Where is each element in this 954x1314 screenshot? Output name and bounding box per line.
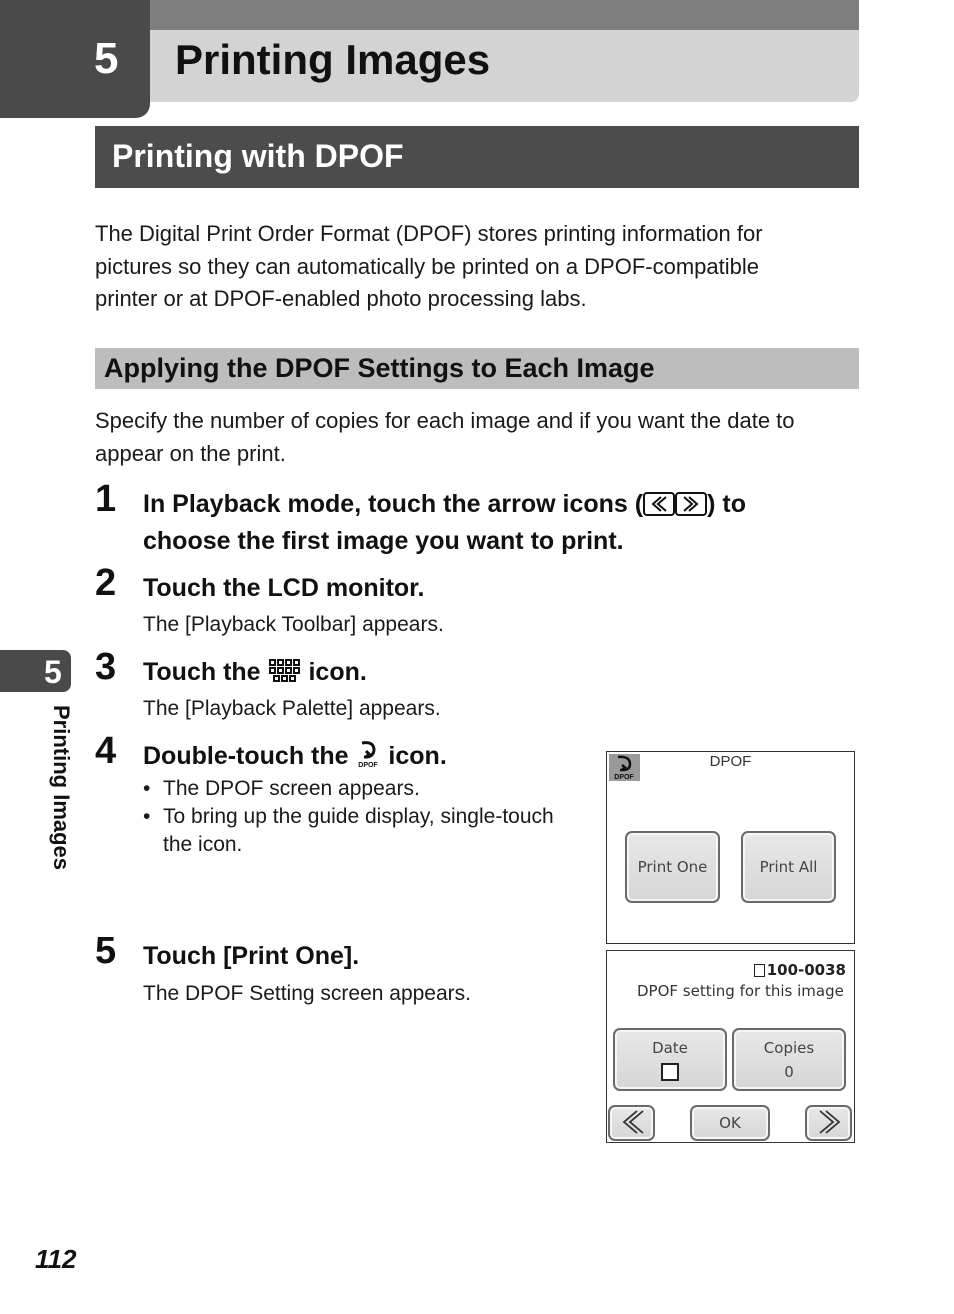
svg-text:DPOF: DPOF <box>358 762 379 768</box>
chevron-left-icon <box>612 1107 652 1137</box>
svg-text:DPOF: DPOF <box>614 774 634 781</box>
step-title-5: Touch [Print One]. <box>143 942 360 970</box>
step-title-1: In Playback mode, touch the arrow icons ( ) to choose the first image you want to print. <box>143 490 746 555</box>
bullet-item: • To bring up the guide display, single-touch the icon. <box>143 805 554 856</box>
arrow-left-icon <box>643 492 675 525</box>
step-number-2: 2 <box>95 562 117 604</box>
chevron-right-icon <box>809 1107 849 1137</box>
subsection-title: Applying the DPOF Settings to Each Image <box>104 353 655 383</box>
chapter-title: Printing Images <box>175 36 491 83</box>
step-desc-5: The DPOF Setting screen appears. <box>143 982 471 1005</box>
copies-button[interactable] <box>732 1028 846 1091</box>
side-tab-number: 5 <box>44 654 62 690</box>
side-tab-label: Printing Images <box>49 705 74 871</box>
bullet-item: • The DPOF screen appears. <box>143 777 420 800</box>
step-number-3: 3 <box>95 646 117 688</box>
sub-intro-line: Specify the number of copies for each image and if you want the date to <box>95 408 795 433</box>
prev-arrow-button[interactable] <box>608 1105 655 1141</box>
step-number-1: 1 <box>95 478 117 520</box>
step-title-3: Touch the icon. <box>143 656 843 693</box>
date-label: Date <box>652 1039 688 1057</box>
date-button[interactable] <box>613 1028 727 1091</box>
next-arrow-button[interactable] <box>805 1105 852 1141</box>
sub-intro-line: appear on the print. <box>95 440 286 466</box>
page-number: 112 <box>35 1244 77 1274</box>
file-number: 100-0038 <box>754 961 846 979</box>
print-one-button[interactable]: Print One <box>625 831 720 903</box>
chapter-band-top <box>150 0 859 30</box>
intro-line: printer or at DPOF-enabled photo processing labs. <box>95 286 587 311</box>
step-title-2: Touch the LCD monitor. <box>143 574 425 602</box>
step-number-5: 5 <box>95 930 117 972</box>
date-checkbox[interactable] <box>661 1063 679 1081</box>
copies-value: 0 <box>784 1063 794 1081</box>
intro-line: pictures so they can automatically be printed on a DPOF-compatible <box>95 253 759 279</box>
arrow-right-icon <box>675 492 707 525</box>
intro-paragraph <box>95 218 860 316</box>
step-desc-3: The [Playback Palette] appears. <box>143 697 441 720</box>
chapter-number: 5 <box>94 34 119 83</box>
print-all-button[interactable]: Print All <box>741 831 836 903</box>
step-number-4: 4 <box>95 730 117 772</box>
step-title-4: Double-touch the DPOF icon. <box>143 740 843 777</box>
mode-palette-icon <box>268 658 302 693</box>
section-title: Printing with DPOF <box>112 138 404 174</box>
dpof-setting-caption: DPOF setting for this image <box>637 982 844 1000</box>
copies-label: Copies <box>763 1039 815 1057</box>
intro-line: The Digital Print Order Format (DPOF) stores printing information for <box>95 221 763 246</box>
card-icon <box>754 964 765 977</box>
dpof-screen-title: DPOF <box>709 753 752 770</box>
dpof-screen <box>606 751 855 944</box>
dpof-setting-screen <box>606 950 855 1143</box>
ok-button[interactable]: OK <box>690 1105 770 1141</box>
step-desc-2: The [Playback Toolbar] appears. <box>143 613 444 636</box>
dpof-icon <box>355 740 381 777</box>
subsection-intro <box>95 405 860 470</box>
